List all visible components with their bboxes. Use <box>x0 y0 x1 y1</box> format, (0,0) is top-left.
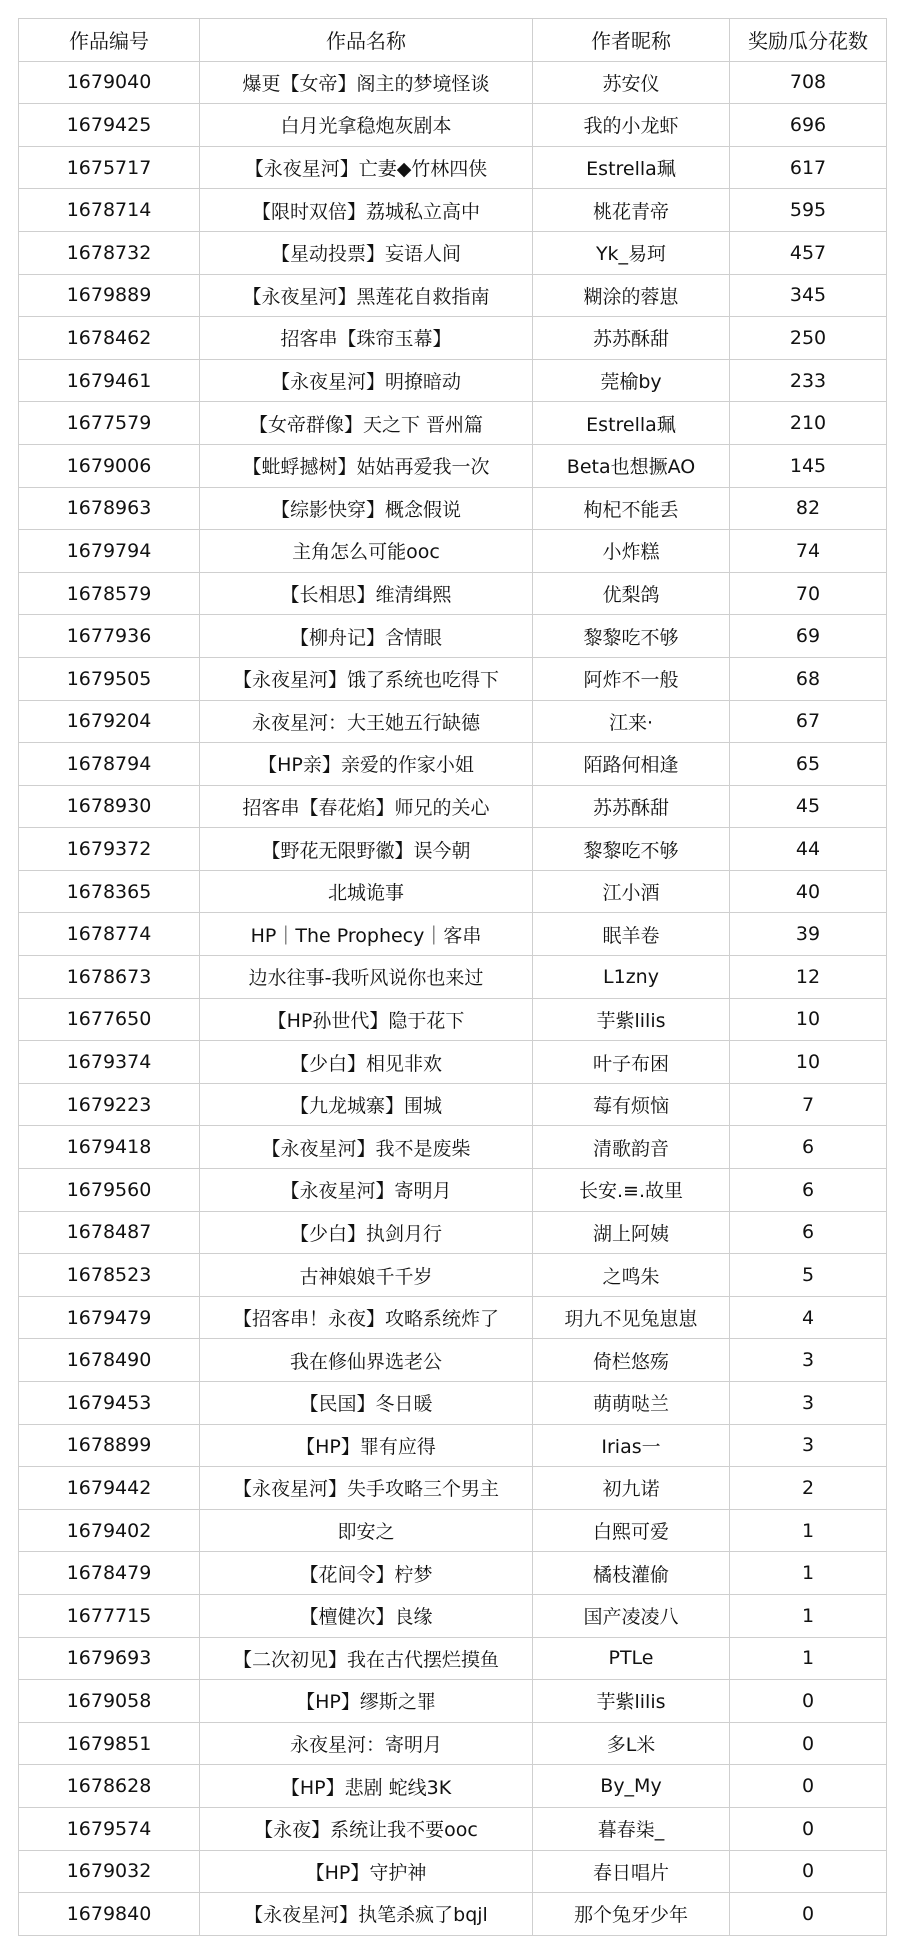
cell-work-title: 【民国】冬日暖 <box>200 1382 533 1425</box>
cell-author-nickname: 国产凌凌八 <box>533 1594 730 1637</box>
cell-work-title: 【女帝群像】天之下 晋州篇 <box>200 402 533 445</box>
cell-work-title: 我在修仙界选老公 <box>200 1339 533 1382</box>
cell-reward-flowers: 595 <box>730 189 887 232</box>
cell-reward-flowers: 233 <box>730 359 887 402</box>
cell-work-id: 1679505 <box>19 657 200 700</box>
cell-work-id: 1675717 <box>19 146 200 189</box>
cell-reward-flowers: 457 <box>730 231 887 274</box>
cell-work-id: 1678365 <box>19 870 200 913</box>
cell-author-nickname: 黎黎吃不够 <box>533 615 730 658</box>
cell-reward-flowers: 12 <box>730 956 887 999</box>
table-row <box>19 359 887 402</box>
cell-reward-flowers: 67 <box>730 700 887 743</box>
table-row <box>19 1083 887 1126</box>
cell-work-id: 1679889 <box>19 274 200 317</box>
cell-author-nickname: Beta也想撅AO <box>533 444 730 487</box>
cell-reward-flowers: 0 <box>730 1765 887 1808</box>
table-row <box>19 572 887 615</box>
cell-work-title: HP｜The Prophecy｜客串 <box>200 913 533 956</box>
cell-author-nickname: 玥九不见兔崽崽 <box>533 1296 730 1339</box>
cell-reward-flowers: 10 <box>730 1041 887 1084</box>
cell-author-nickname: 长安.≡.故里 <box>533 1169 730 1212</box>
cell-work-id: 1679574 <box>19 1807 200 1850</box>
cell-author-nickname: 苏苏酥甜 <box>533 317 730 360</box>
cell-work-id: 1678479 <box>19 1552 200 1595</box>
table-row <box>19 1211 887 1254</box>
cell-work-id: 1677715 <box>19 1594 200 1637</box>
cell-reward-flowers: 1 <box>730 1594 887 1637</box>
cell-work-id: 1679058 <box>19 1680 200 1723</box>
cell-author-nickname: PTLe <box>533 1637 730 1680</box>
cell-author-nickname: 白熙可爱 <box>533 1509 730 1552</box>
cell-author-nickname: 江小酒 <box>533 870 730 913</box>
cell-author-nickname: 春日唱片 <box>533 1850 730 1893</box>
header-reward-flowers: 奖励瓜分花数 <box>730 19 887 62</box>
cell-author-nickname: 黎黎吃不够 <box>533 828 730 871</box>
table-row <box>19 1807 887 1850</box>
cell-author-nickname: Estrella珮 <box>533 146 730 189</box>
cell-work-id: 1679693 <box>19 1637 200 1680</box>
cell-author-nickname: 莓有烦恼 <box>533 1083 730 1126</box>
cell-work-title: 【蚍蜉撼树】姑姑再爱我一次 <box>200 444 533 487</box>
cell-work-title: 【少白】执剑月行 <box>200 1211 533 1254</box>
cell-reward-flowers: 3 <box>730 1424 887 1467</box>
table-row <box>19 700 887 743</box>
table-row <box>19 1169 887 1212</box>
table-row <box>19 1637 887 1680</box>
cell-work-title: 【永夜星河】明撩暗动 <box>200 359 533 402</box>
cell-author-nickname: 苏安仪 <box>533 61 730 104</box>
cell-reward-flowers: 0 <box>730 1850 887 1893</box>
cell-work-id: 1679204 <box>19 700 200 743</box>
table-row <box>19 785 887 828</box>
table-row <box>19 1382 887 1425</box>
table-row <box>19 1254 887 1297</box>
cell-author-nickname: Estrella珮 <box>533 402 730 445</box>
cell-reward-flowers: 74 <box>730 530 887 573</box>
cell-work-title: 爆更【女帝】阁主的梦境怪谈 <box>200 61 533 104</box>
table-row <box>19 189 887 232</box>
table-row <box>19 274 887 317</box>
header-work-id: 作品编号 <box>19 19 200 62</box>
cell-reward-flowers: 39 <box>730 913 887 956</box>
cell-work-title: 【星动投票】妄语人间 <box>200 231 533 274</box>
cell-author-nickname: 优梨鸽 <box>533 572 730 615</box>
cell-work-id: 1679402 <box>19 1509 200 1552</box>
cell-work-id: 1679006 <box>19 444 200 487</box>
table-row <box>19 530 887 573</box>
cell-author-nickname: 橘枝灌偷 <box>533 1552 730 1595</box>
cell-work-id: 1678628 <box>19 1765 200 1808</box>
cell-author-nickname: 初九诺 <box>533 1467 730 1510</box>
table-row <box>19 615 887 658</box>
cell-work-title: 招客串【春花焰】师兄的关心 <box>200 785 533 828</box>
cell-work-id: 1679418 <box>19 1126 200 1169</box>
table-row <box>19 1765 887 1808</box>
cell-reward-flowers: 40 <box>730 870 887 913</box>
cell-work-id: 1679425 <box>19 104 200 147</box>
cell-work-id: 1678963 <box>19 487 200 530</box>
cell-reward-flowers: 45 <box>730 785 887 828</box>
cell-work-id: 1679040 <box>19 61 200 104</box>
table-row <box>19 146 887 189</box>
table-row <box>19 1296 887 1339</box>
cell-work-id: 1679372 <box>19 828 200 871</box>
table-row <box>19 1126 887 1169</box>
cell-reward-flowers: 345 <box>730 274 887 317</box>
table-row <box>19 913 887 956</box>
cell-work-title: 【HP】悲剧 蛇线3K <box>200 1765 533 1808</box>
reward-table <box>18 18 887 1936</box>
cell-work-title: 招客串【珠帘玉幕】 <box>200 317 533 360</box>
cell-work-id: 1678714 <box>19 189 200 232</box>
table-row <box>19 1041 887 1084</box>
cell-author-nickname: 莞榆by <box>533 359 730 402</box>
cell-work-title: 【长相思】维清缉熙 <box>200 572 533 615</box>
cell-work-id: 1679032 <box>19 1850 200 1893</box>
table-row <box>19 1850 887 1893</box>
table-row <box>19 743 887 786</box>
cell-work-title: 【少白】相见非欢 <box>200 1041 533 1084</box>
cell-work-title: 【HP】罪有应得 <box>200 1424 533 1467</box>
cell-author-nickname: 清歌韵音 <box>533 1126 730 1169</box>
cell-reward-flowers: 210 <box>730 402 887 445</box>
cell-reward-flowers: 145 <box>730 444 887 487</box>
cell-work-title: 【永夜星河】亡妻◆竹林四侠 <box>200 146 533 189</box>
cell-work-id: 1678487 <box>19 1211 200 1254</box>
cell-work-id: 1679374 <box>19 1041 200 1084</box>
cell-reward-flowers: 1 <box>730 1637 887 1680</box>
cell-work-title: 即安之 <box>200 1509 533 1552</box>
cell-work-title: 【永夜星河】失手攻略三个男主 <box>200 1467 533 1510</box>
cell-work-title: 【HP】缪斯之罪 <box>200 1680 533 1723</box>
cell-work-title: 【永夜星河】执笔杀疯了bqjl <box>200 1893 533 1936</box>
table-row <box>19 1552 887 1595</box>
cell-reward-flowers: 2 <box>730 1467 887 1510</box>
cell-work-id: 1679223 <box>19 1083 200 1126</box>
cell-author-nickname: 萌萌哒兰 <box>533 1382 730 1425</box>
cell-work-id: 1679560 <box>19 1169 200 1212</box>
cell-author-nickname: 陌路何相逢 <box>533 743 730 786</box>
table-row <box>19 61 887 104</box>
cell-work-title: 【永夜星河】饿了系统也吃得下 <box>200 657 533 700</box>
cell-work-title: 【永夜】系统让我不要ooc <box>200 1807 533 1850</box>
cell-work-title: 【檀健次】良缘 <box>200 1594 533 1637</box>
cell-work-id: 1678794 <box>19 743 200 786</box>
cell-work-title: 主角怎么可能ooc <box>200 530 533 573</box>
cell-work-title: 永夜星河：大王她五行缺德 <box>200 700 533 743</box>
cell-reward-flowers: 1 <box>730 1509 887 1552</box>
header-work-title: 作品名称 <box>200 19 533 62</box>
cell-work-id: 1678490 <box>19 1339 200 1382</box>
cell-author-nickname: 苏苏酥甜 <box>533 785 730 828</box>
cell-reward-flowers: 65 <box>730 743 887 786</box>
cell-work-id: 1678732 <box>19 231 200 274</box>
table-row <box>19 104 887 147</box>
cell-reward-flowers: 6 <box>730 1126 887 1169</box>
cell-work-id: 1678899 <box>19 1424 200 1467</box>
cell-author-nickname: 我的小龙虾 <box>533 104 730 147</box>
cell-author-nickname: 小炸糕 <box>533 530 730 573</box>
table-row <box>19 1722 887 1765</box>
cell-reward-flowers: 0 <box>730 1807 887 1850</box>
cell-author-nickname: By_My <box>533 1765 730 1808</box>
cell-reward-flowers: 0 <box>730 1722 887 1765</box>
table-row <box>19 1509 887 1552</box>
cell-reward-flowers: 10 <box>730 998 887 1041</box>
table-row <box>19 956 887 999</box>
cell-work-id: 1679840 <box>19 1893 200 1936</box>
table-row <box>19 828 887 871</box>
cell-author-nickname: 叶子布困 <box>533 1041 730 1084</box>
cell-work-id: 1677579 <box>19 402 200 445</box>
cell-author-nickname: 眠羊卷 <box>533 913 730 956</box>
cell-author-nickname: 之鸣朱 <box>533 1254 730 1297</box>
cell-reward-flowers: 617 <box>730 146 887 189</box>
table-row <box>19 402 887 445</box>
cell-reward-flowers: 250 <box>730 317 887 360</box>
table-row <box>19 657 887 700</box>
cell-reward-flowers: 7 <box>730 1083 887 1126</box>
cell-reward-flowers: 0 <box>730 1680 887 1723</box>
cell-work-id: 1678523 <box>19 1254 200 1297</box>
cell-reward-flowers: 4 <box>730 1296 887 1339</box>
cell-work-id: 1677936 <box>19 615 200 658</box>
cell-author-nickname: 倚栏悠殇 <box>533 1339 730 1382</box>
cell-author-nickname: L1zny <box>533 956 730 999</box>
cell-work-title: 【HP】守护神 <box>200 1850 533 1893</box>
cell-author-nickname: 江来· <box>533 700 730 743</box>
cell-author-nickname: Yk_易珂 <box>533 231 730 274</box>
cell-work-title: 【综影快穿】概念假说 <box>200 487 533 530</box>
cell-author-nickname: 多L米 <box>533 1722 730 1765</box>
cell-author-nickname: 糊涂的蓉崽 <box>533 274 730 317</box>
table-header-row <box>19 19 887 62</box>
table-row <box>19 1680 887 1723</box>
cell-reward-flowers: 5 <box>730 1254 887 1297</box>
cell-work-title: 【HP亲】亲爱的作家小姐 <box>200 743 533 786</box>
table-row <box>19 1467 887 1510</box>
cell-work-id: 1679442 <box>19 1467 200 1510</box>
table-row <box>19 1424 887 1467</box>
cell-reward-flowers: 3 <box>730 1339 887 1382</box>
cell-work-title: 【永夜星河】黑莲花自救指南 <box>200 274 533 317</box>
cell-work-title: 【永夜星河】我不是废柴 <box>200 1126 533 1169</box>
cell-reward-flowers: 6 <box>730 1169 887 1212</box>
cell-work-title: 【柳舟记】含情眼 <box>200 615 533 658</box>
cell-work-title: 古神娘娘千千岁 <box>200 1254 533 1297</box>
cell-author-nickname: 阿炸不一般 <box>533 657 730 700</box>
cell-author-nickname: Irias一 <box>533 1424 730 1467</box>
cell-reward-flowers: 6 <box>730 1211 887 1254</box>
cell-work-title: 【HP孙世代】隐于花下 <box>200 998 533 1041</box>
table-row <box>19 870 887 913</box>
cell-work-id: 1678579 <box>19 572 200 615</box>
table-row <box>19 1893 887 1936</box>
cell-work-id: 1679453 <box>19 1382 200 1425</box>
cell-work-id: 1678673 <box>19 956 200 999</box>
cell-work-title: 北城诡事 <box>200 870 533 913</box>
cell-reward-flowers: 708 <box>730 61 887 104</box>
cell-reward-flowers: 0 <box>730 1893 887 1936</box>
table-row <box>19 1339 887 1382</box>
cell-work-title: 【二次初见】我在古代摆烂摸鱼 <box>200 1637 533 1680</box>
cell-work-title: 【花间令】柠梦 <box>200 1552 533 1595</box>
cell-work-id: 1679479 <box>19 1296 200 1339</box>
cell-work-id: 1679794 <box>19 530 200 573</box>
table-row <box>19 444 887 487</box>
cell-author-nickname: 暮春柒_ <box>533 1807 730 1850</box>
cell-work-title: 【永夜星河】寄明月 <box>200 1169 533 1212</box>
cell-author-nickname: 桃花青帝 <box>533 189 730 232</box>
cell-work-id: 1678774 <box>19 913 200 956</box>
cell-reward-flowers: 1 <box>730 1552 887 1595</box>
cell-reward-flowers: 69 <box>730 615 887 658</box>
cell-author-nickname: 湖上阿姨 <box>533 1211 730 1254</box>
cell-work-title: 【限时双倍】荔城私立高中 <box>200 189 533 232</box>
table-row <box>19 231 887 274</box>
table-row <box>19 1594 887 1637</box>
cell-reward-flowers: 3 <box>730 1382 887 1425</box>
cell-work-id: 1678462 <box>19 317 200 360</box>
cell-work-title: 白月光拿稳炮灰剧本 <box>200 104 533 147</box>
cell-reward-flowers: 82 <box>730 487 887 530</box>
cell-work-title: 永夜星河：寄明月 <box>200 1722 533 1765</box>
cell-work-id: 1679461 <box>19 359 200 402</box>
cell-author-nickname: 枸杞不能丢 <box>533 487 730 530</box>
cell-work-id: 1677650 <box>19 998 200 1041</box>
cell-work-id: 1678930 <box>19 785 200 828</box>
table-body <box>19 61 887 1935</box>
cell-author-nickname: 那个兔牙少年 <box>533 1893 730 1936</box>
cell-work-title: 【九龙城寨】围城 <box>200 1083 533 1126</box>
cell-work-title: 边水往事-我听风说你也来过 <box>200 956 533 999</box>
cell-reward-flowers: 70 <box>730 572 887 615</box>
header-author-nickname: 作者昵称 <box>533 19 730 62</box>
cell-reward-flowers: 68 <box>730 657 887 700</box>
cell-work-title: 【野花无限野徽】误今朝 <box>200 828 533 871</box>
cell-work-title: 【招客串！永夜】攻略系统炸了 <box>200 1296 533 1339</box>
cell-reward-flowers: 696 <box>730 104 887 147</box>
cell-author-nickname: 芋紫lilis <box>533 1680 730 1723</box>
cell-reward-flowers: 44 <box>730 828 887 871</box>
cell-work-id: 1679851 <box>19 1722 200 1765</box>
table-row <box>19 487 887 530</box>
table-row <box>19 317 887 360</box>
table-row <box>19 998 887 1041</box>
reward-table-sheet <box>18 18 887 1936</box>
cell-author-nickname: 芋紫lilis <box>533 998 730 1041</box>
